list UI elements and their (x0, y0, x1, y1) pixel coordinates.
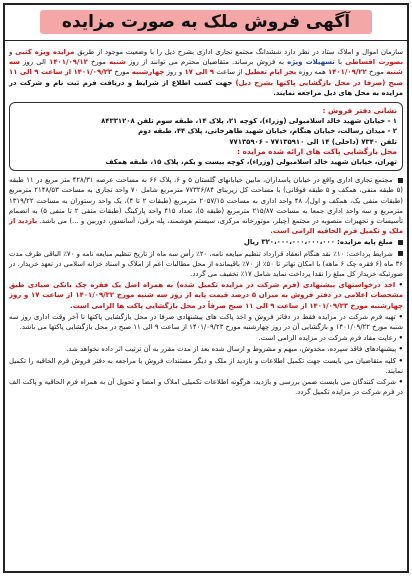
bullet-item: • شرکت کنندگان می بایست ضمن بررسی و بازدید، هرگونه اطلاعات تکمیلی املاک و امضا و تحویل آن به همراه فرم الحاقیه و پاکت الف در فرم شرکت در مزایده تکمیل گردد. (9, 377, 403, 397)
address-line-2: ۲ - میدان رسالت، خیابان هنگام، خیابان شهید طاهرخانی، پلاک ۴۴، طبقه دوم (138, 127, 397, 136)
header (5, 5, 407, 41)
ad-page (3, 3, 409, 573)
bullet-item: • کلیه متقاضیان می بایست جهت تکمیل اطلاعات و بازدید از ملک و دیگر مستندات فروش با مراجعه به دفتر فروش فرم الحاقیه را تکمیل نمایند. (9, 356, 403, 376)
bullet-item: • اخذ درخواستهای پیشنهادی (فرم شرکت در مزایده تکمیل شده) به همراه اصل یک فقره چک بانکی صیادی طبق مشخصات اعلامی در دفتر فروش به میزان ۵ درصد قیمت پایه از روز سه شنبه مورخ ۱۴۰۱/۰۹/۲۲ از ساعت ۱۷ و روز چهارشنبه مورخ ۱۴۰۱/۰۹/۲۳ از ساعت ۹ الی ۱۱ صبح صرفاً در محل بازگشایی پاکت ها الزامی است. (9, 280, 403, 311)
base-price: مبلغ پایه مزایده: ۳۲۰،۰۰۰،۰۰۰،۰۰۰،۰۰۰ ریال (9, 237, 403, 247)
intro-paragraph: سازمان اموال و املاک ستاد در نظر دارد ششدانگ مجتمع تجاری اداری بشرح ذیل را با وضعیت موجود از طریق مزایده ویژه کتبی و بصورت اقساطی با تسهیلات ویژه به فروش برساند. متقاضیان محترم می توانند از روز شنبه مورخ ۱۴۰۱/۰۹/۱۲ الی روز سه شنبه مورخ ۱۴۰۱/۰۹/۲۲ همه روزه بجز ایام تعطیل از ساعت ۹ الی ۱۷ و روز چهارشنبه مورخ ۱۴۰۱/۰۹/۲۳ از ساعت ۹ الی ۱۱ صبح (صرفا در محل بازگشایی پاکتها بشرح ذیل) جهت کسب اطلاع از شرایط و دریافت فرم ثبت نام و شرکت در مزایده به محل های ذیل مراجعه نمایند. (9, 48, 404, 97)
bullet-square-icon (398, 178, 403, 183)
bullet-item: • رعایت مفاد فرم شرکت در مزایده الزامی است. (9, 333, 403, 343)
bullet-item: • تهیه فرم شرکت در مزایده فقط در دفاتر فروش و اخذ پاکت های پیشنهادی صرفا در محل بازگشایی پاکتها تا آخر وقت اداری روز سه شنبه مورخ ۱۴۰۱/۰۹/۲۲ و بازگشایی آن در روز چهارشنبه مورخ ۱۴۰۱/۰۹/۲۳ از ساعت ۹ الی ۱۱ صبح در محل بازگشایی پاکتها می باشد. (9, 312, 403, 332)
opening-place-heading: محل بازگشایی پاکت های ارائه شده مزایده : (236, 146, 397, 156)
opening-place-address: تهران، خیابان شهید خالد اسلامبولی (وزراء)، کوچه بیست و یکم، پلاک ۱۵، طبقه همکف (105, 158, 397, 167)
address-line-1: ۱ - خیابان شهید خالد اسلامبولی (وزراء)، کوچه ۲۱، پلاک ۱۴، طبقه سوم تلفن ۸۴۳۳۱۲۰۸ (101, 117, 397, 126)
bullet-square-icon (398, 240, 403, 245)
ad-body (9, 47, 403, 569)
page-title: آگهی فروش ملک به صورت مزایده (40, 10, 372, 34)
property-description: مجتمع تجاری اداری واقع در خیابان پاسداران، مابین خیابانهای گلستان ۵ و ۶، پلاک ۶۶ به مساحت عرصه ۴۲۸/۳۱ متر مربع در ۱۱ طبقه (۵ طبقه منفی، همکف و ۵ طبقه فوقانی) با مساحت کل زیربنای ۷۷۳۲۶/۸۴ مترمربع شامل ۷۰ واحد تجاری به مساحت ۲۱۴۸/۵۳ مترمربع (طبقات منفی یک، همکف و اول)، ۴۸ واحد اداری به مساحت ۲۰۵۷/۱۵ مترمربع (طبقات ۲ تا ۴)، یک واحد رستوران به مساحت ۱۳۱۹/۲۲ مترمربع و سه واحد اداری جمعا به مساحت ۲۱۵/۸۷ مترمربع (طبقه ۵)، تعداد ۴۱۵ واحد پارکینگ (طبقات منفی ۲ تا منفی ۵) به انضمام تأسیسات و تجهیزات منصوبه در مجتمع (چیلر، موتورخانه مرکزی، سیستم هوشمند، پله برقی، آسانسور، دوربین و ...) می باشد. بازدید از ملک و تکمیل فرم الحاقیه الزامی است. (9, 176, 403, 236)
bullet-square-icon (398, 251, 403, 256)
address-line-3: تلفن ۷۳۴۰ (داخلی) ۱۴ الی ۷۷۱۳۵۹۱۰ - ۷۷۱۳۵۹۰۶ (229, 137, 397, 146)
bullet-item: • پیشنهادهای فاقد سپرده، مخدوش، مبهم و مشروط و ارسال شده بعد از مدت مقرر به آن ترتیب اثر داده نخواهد شد. (9, 344, 403, 354)
address-box (9, 102, 403, 171)
payment-terms: شرایط پرداخت: ۱۰٪ نقد هنگام انعقاد قرارداد تنظیم مبایعه نامه، ۲۰٪ رأس سه ماه از تاریخ تنظیم مبایعه نامه و ۷۰٪ الباقی ظرف مدت ۳۶ ماه (۶ فقره چک ۶ ماهه) با امکان تهاتر تا ۵۰٪ از ۷۰٪ باقیمانده از محل مطالبات اعم از املاک و اسناد خزانه اسلامی در تعهد خریدار. در صورتیکه خریدار کل مبلغ را نقدا پرداخت نماید شامل ۱۷٪ تخفیف می گردد. (9, 249, 403, 279)
sales-office-heading: نشانی دفتر فروش : (322, 106, 397, 116)
